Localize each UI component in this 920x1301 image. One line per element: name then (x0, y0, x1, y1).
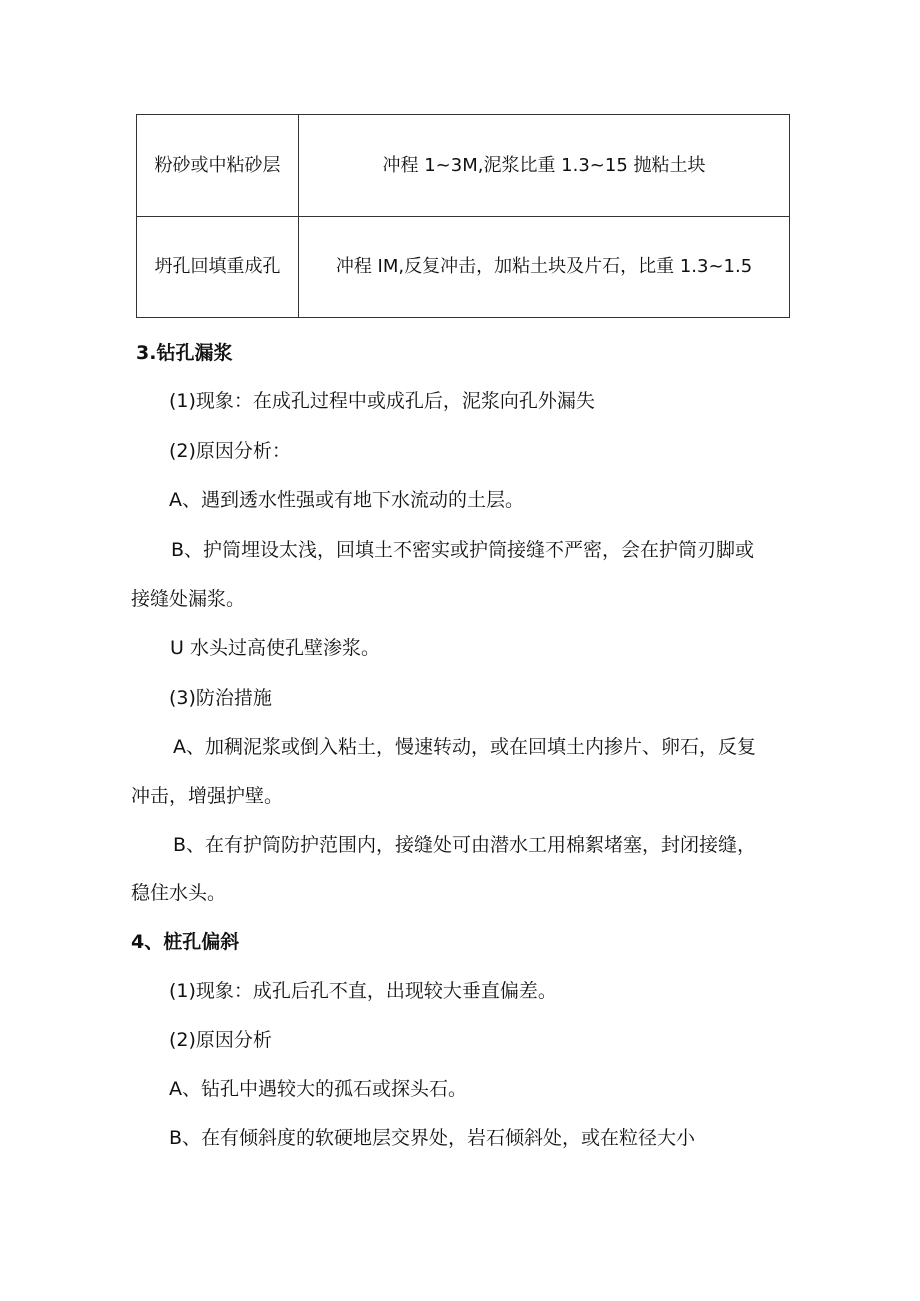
paragraph: A、加稠泥浆或倒入粘土，慢速转动，或在回填土内掺片、卵石，反复 (173, 736, 756, 758)
paragraph: B、护筒埋设太浅，回填土不密实或护筒接缝不严密，会在护筒刃脚或 (171, 539, 755, 561)
section-heading: 4、桩孔偏斜 (131, 931, 240, 953)
paragraph: A、钻孔中遇较大的孤石或探头石。 (169, 1078, 467, 1100)
table-row (137, 217, 790, 318)
stratum-cell: 粉砂或中粘砂层 (137, 115, 299, 217)
paragraph: B、在有护筒防护范围内，接缝处可由潜水工用棉絮堵塞，封闭接缝， (173, 834, 757, 856)
paragraph: (1)现象：在成孔过程中或成孔后，泥浆向孔外漏失 (169, 390, 595, 412)
paragraph: A、遇到透水性强或有地下水流动的土层。 (169, 489, 524, 511)
paragraph: 冲击，增强护壁。 (131, 785, 284, 807)
paragraph: (1)现象：成孔后孔不直，出现较大垂直偏差。 (169, 980, 557, 1002)
paragraph: 接缝处漏浆。 (131, 588, 246, 610)
paragraph: U 水头过高使孔壁渗浆。 (170, 637, 380, 659)
method-cell: 冲程 1~3M,泥浆比重 1.3~15 抛粘土块 (299, 115, 790, 217)
paragraph: 稳住水头。 (131, 882, 227, 904)
paragraph: B、在有倾斜度的软硬地层交界处，岩石倾斜处，或在粒径大小 (169, 1127, 696, 1149)
stratum-cell: 坍孔回填重成孔 (137, 217, 299, 318)
paragraph: (2)原因分析： (169, 440, 291, 462)
method-cell: 冲程 IM,反复冲击，加粘土块及片石，比重 1.3~1.5 (299, 217, 790, 318)
paragraph: (2)原因分析 (169, 1029, 272, 1051)
paragraph: (3)防治措施 (169, 687, 272, 709)
method-table (136, 114, 790, 318)
table-row (137, 115, 790, 217)
section-heading: 3.钻孔漏浆 (136, 342, 233, 364)
